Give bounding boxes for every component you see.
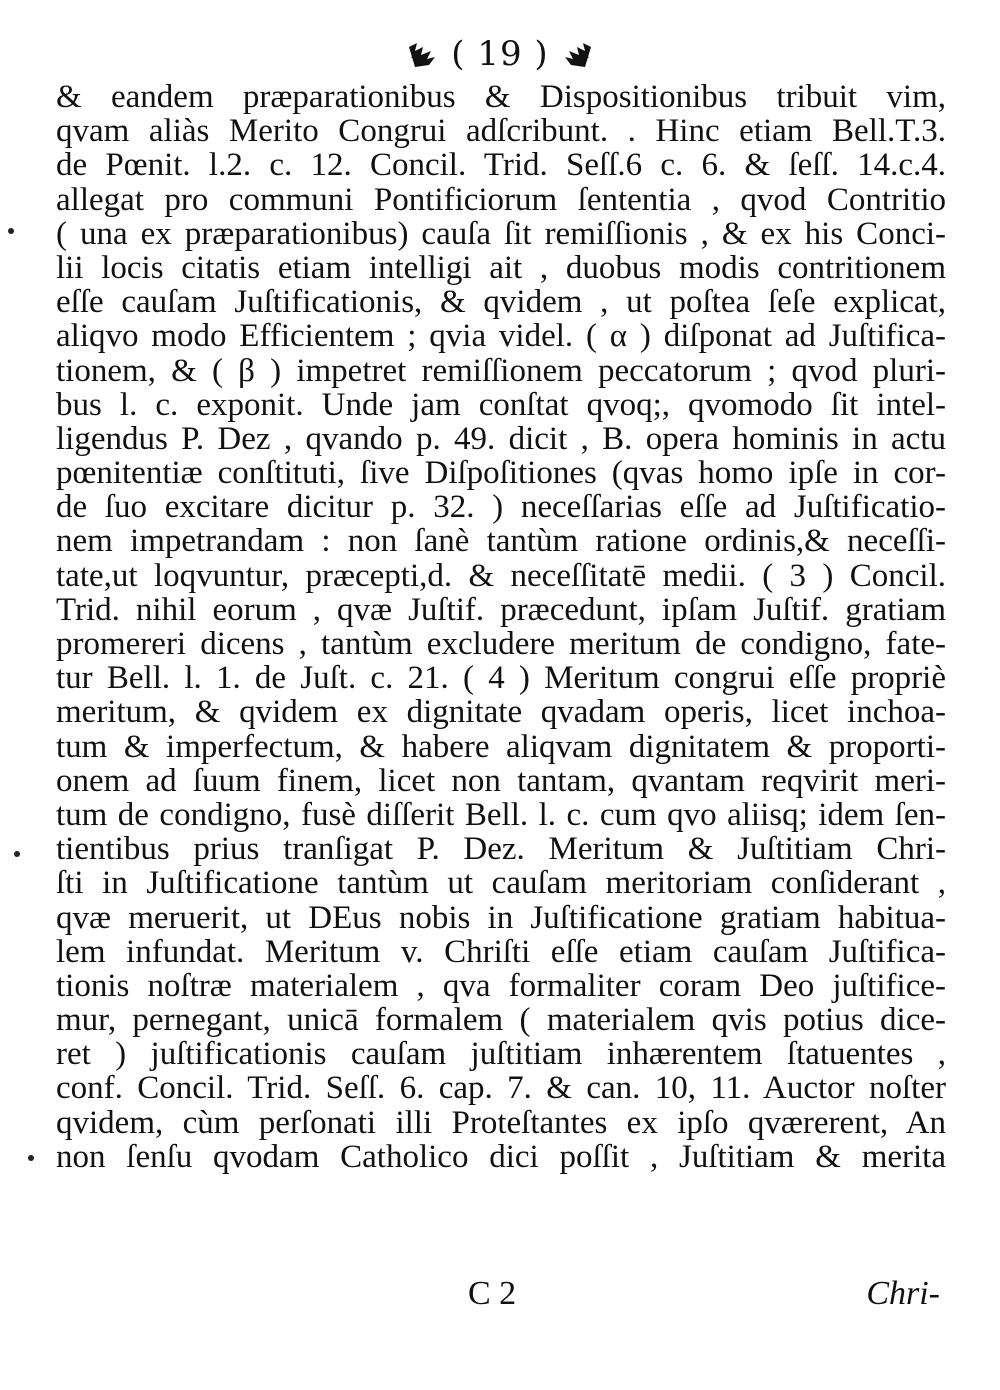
text-line: de Pœnit. l.2. c. 12. Concil. Trid. Seſſ.6 c. 6. & ſeſſ. 14.c.4. [56, 147, 946, 184]
text-line: onem ad ſuum finem, licet non tantam, qvantam reqvirit meri- [56, 762, 946, 799]
text-line: aliqvo modo Efficientem ; qvia videl. ( α ) diſponat ad Juſtifica- [56, 318, 946, 355]
text-line: tum de condigno, fusè diſſerit Bell. l. c. cum qvo aliisq; idem ſen- [56, 796, 946, 833]
text-line: ſti in Juſtificatione tantùm ut cauſam meritoriam conſiderant , [56, 865, 946, 902]
text-line: allegat pro communi Pontificiorum ſententia , qvod Contritio [56, 181, 946, 218]
text-line: de ſuo excitare dicitur p. 32. ) neceſſarias eſſe ad Juſtificatio- [56, 489, 946, 526]
catchword: Chri- [866, 1275, 940, 1312]
text-line: ligendus P. Dez , qvando p. 49. dicit , B. opera hominis in actu [56, 420, 946, 457]
left-ornament-icon [405, 41, 439, 71]
text-line: tum & imperfectum, & habere aliqvam dignitatem & proporti- [56, 728, 946, 765]
text-line: tate,ut loqvuntur, præcepti,d. & neceſſitatē medii. ( 3 ) Concil. [56, 557, 946, 594]
main-text-block [56, 80, 946, 1174]
text-line: non ſenſu qvodam Catholico dici poſſit , Juſtitiam & merita [56, 1138, 946, 1175]
text-line: lem infundat. Meritum v. Chriſti eſſe etiam cauſam Juſtifica- [56, 933, 946, 970]
text-line: lii locis citatis etiam intelligi ait , duobus modis contritionem [56, 249, 946, 286]
text-line: tur Bell. l. 1. de Juſt. c. 21. ( 4 ) Meritum congrui eſſe propriè [56, 660, 946, 697]
text-line: tientibus prius tranſigat P. Dez. Meritum & Juſtitiam Chri- [56, 831, 946, 868]
text-line: promereri dicens , tantùm excludere meritum de condigno, fate- [56, 626, 946, 662]
text-line: mur, pernegant, unicā formalem ( materialem qvis potius dice- [56, 1002, 946, 1039]
margin-speck [8, 228, 14, 234]
text-line: tionis noſtræ materialem , qva formaliter coram Deo juſtifice- [56, 967, 946, 1004]
text-line: qvæ meruerit, ut DEus nobis in Juſtificatione gratiam habitua- [56, 899, 946, 936]
right-ornament-icon [561, 41, 595, 71]
text-line: pœnitentiæ conſtituti, ſive Diſpoſitiones (qvas homo ipſe in cor- [56, 455, 946, 492]
page-number: ( 19 ) [451, 34, 549, 74]
text-line: nem impetrandam : non ſanè tantùm ratione ordinis,& neceſſi- [56, 523, 946, 560]
margin-speck [14, 851, 20, 857]
text-line: & eandem præparationibus & Dispositionibus tribuit vim, [56, 79, 946, 115]
text-line: qvam aliàs Merito Congrui adſcribunt. . Hinc etiam Bell.T.3. [56, 113, 946, 150]
text-line: conf. Concil. Trid. Seſſ. 6. cap. 7. & can. 10, 11. Auctor noſter [56, 1070, 946, 1107]
text-line: Trid. nihil eorum , qvæ Juſtif. præcedunt, ipſam Juſtif. gratiam [56, 591, 946, 628]
margin-speck [28, 1155, 34, 1161]
text-line: meritum, & qvidem ex dignitate qvadam operis, licet inchoa- [56, 694, 946, 731]
text-line: ( una ex præparationibus) cauſa ſit remiſſionis , & ex his Conci- [56, 215, 946, 252]
signature-mark: C 2 [468, 1275, 517, 1312]
text-line: bus l. c. exponit. Unde jam conſtat qvoq;, qvomodo ſit intel- [56, 386, 946, 423]
page-footer [0, 1274, 1000, 1314]
page-header [0, 30, 1000, 78]
text-line: eſſe cauſam Juſtificationis, & qvidem , ut poſtea ſeſe explicat, [56, 284, 946, 321]
text-line: tionem, & ( β ) impetret remiſſionem peccatorum ; qvod pluri- [56, 352, 946, 389]
text-line: qvidem, cùm perſonati illi Proteſtantes ex ipſo qværerent, An [56, 1104, 946, 1141]
text-line: ret ) juſtificationis cauſam juſtitiam inhærentem ſtatuentes , [56, 1036, 946, 1073]
